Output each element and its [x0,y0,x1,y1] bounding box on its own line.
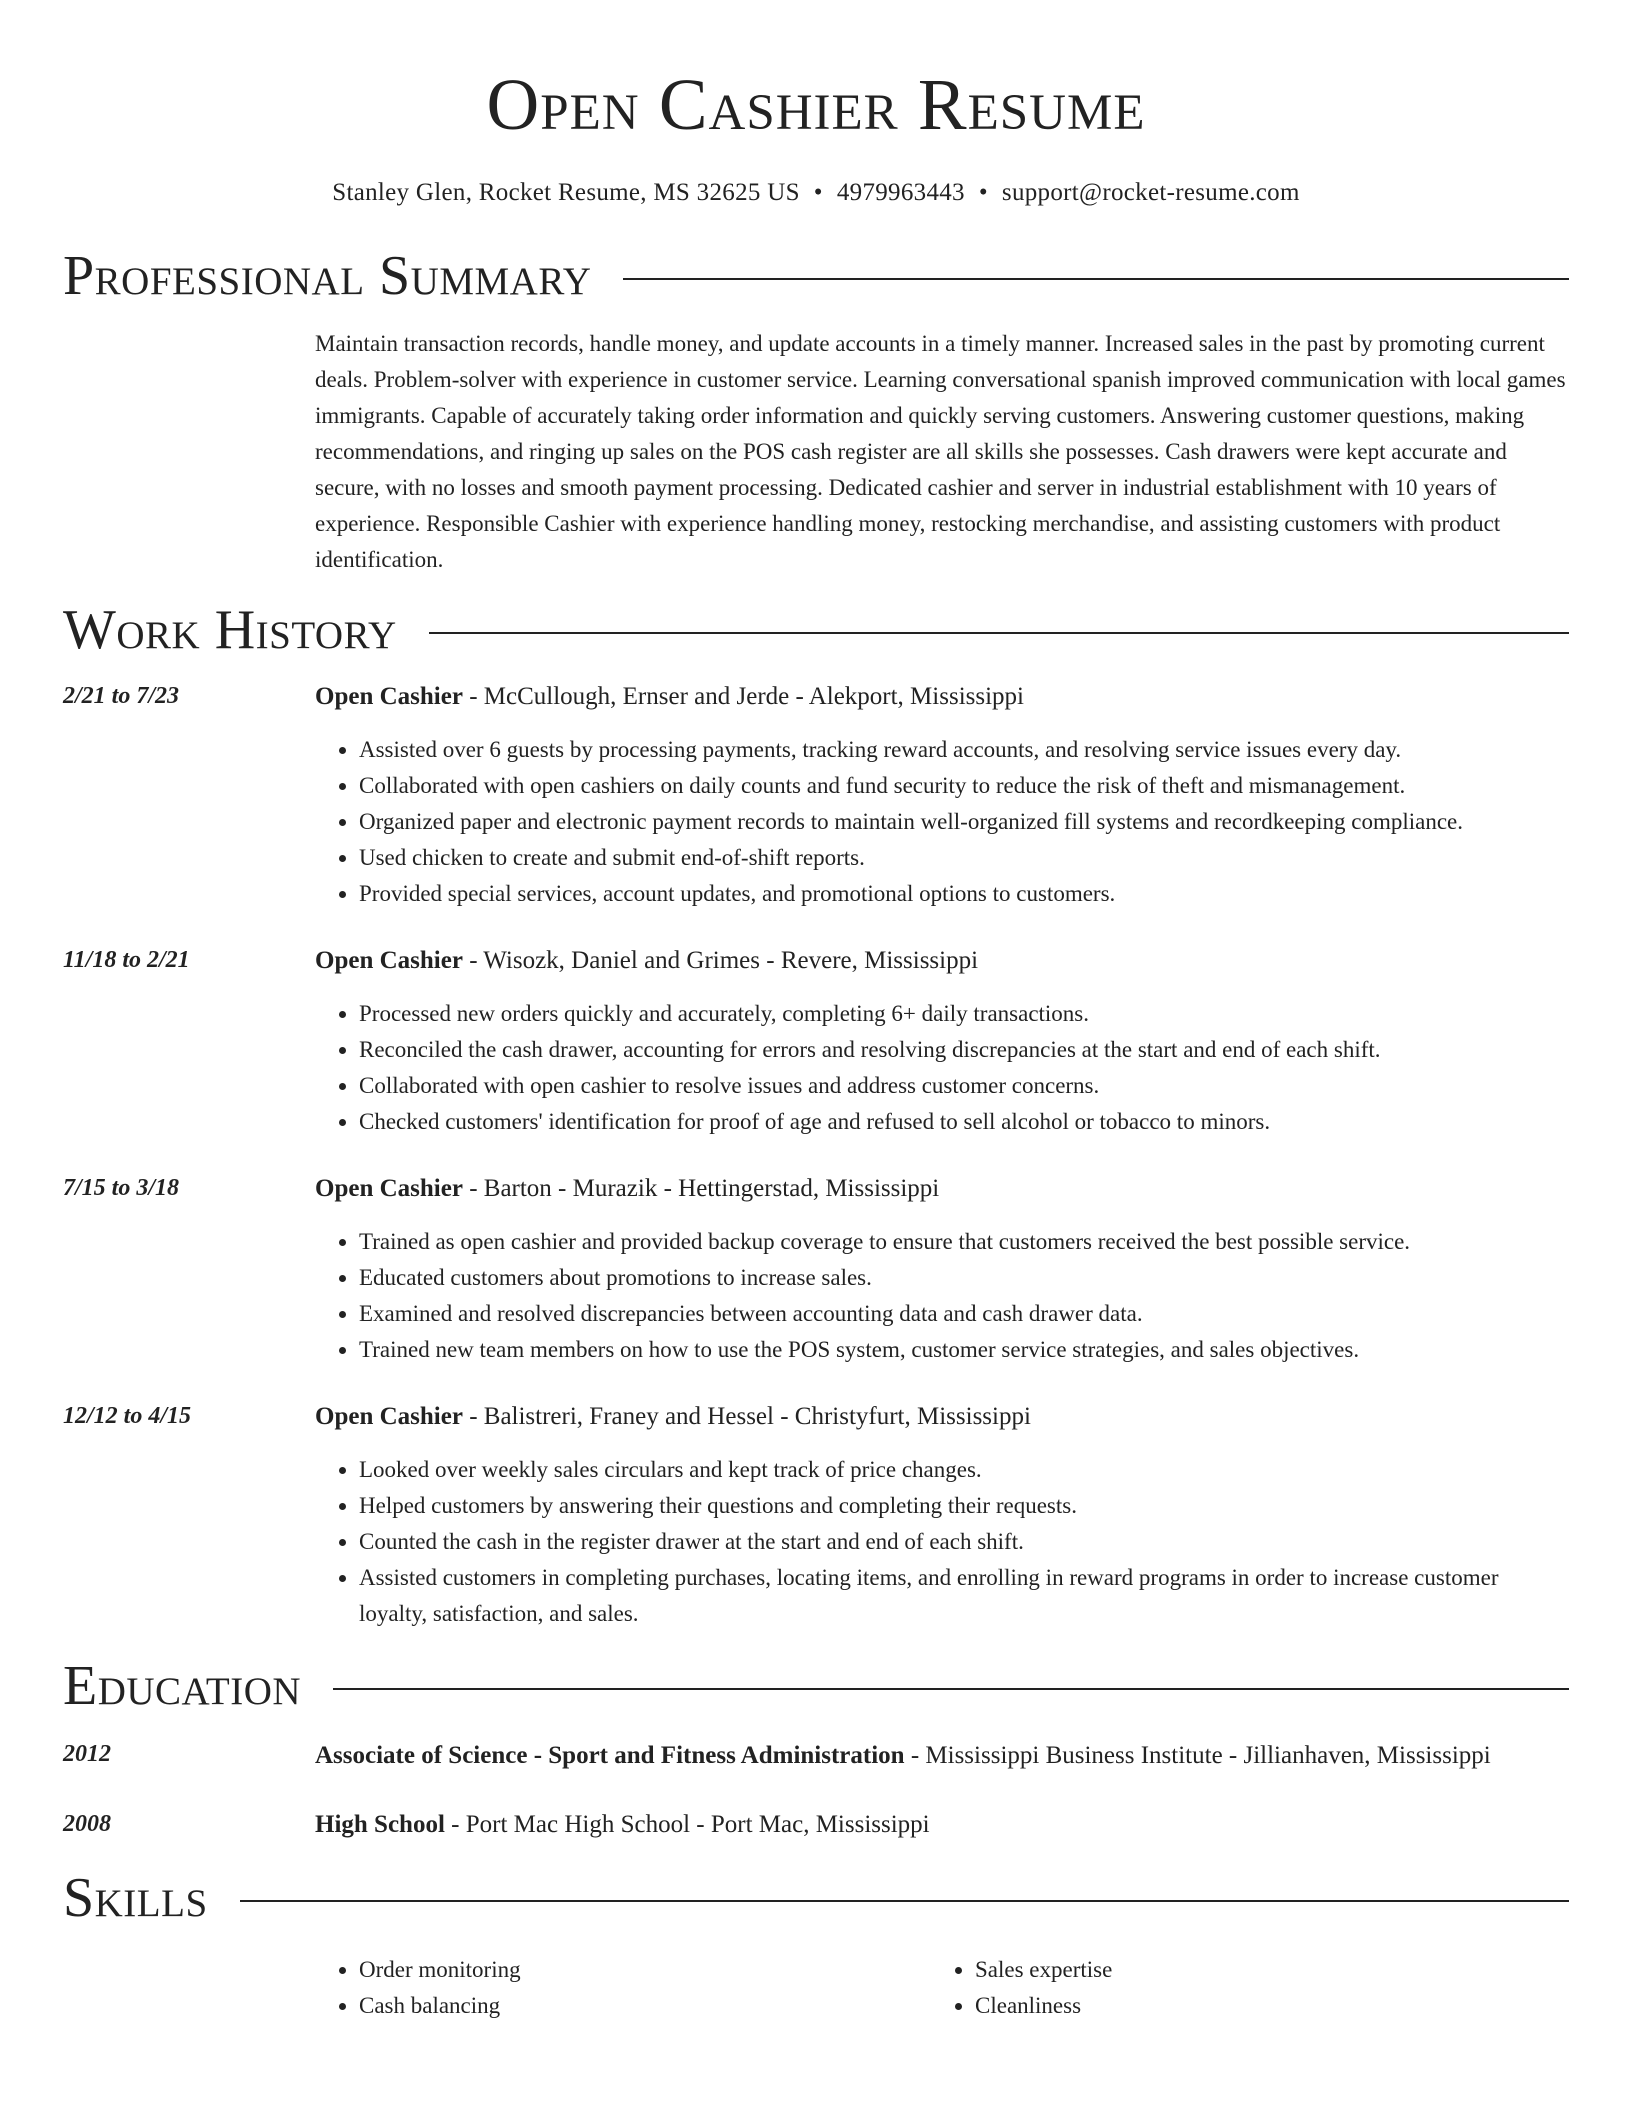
job-bullet: • Assisted over 6 guests by processing payments, tracking reward accounts, and resolving service issues every day. [359,732,1569,768]
job-bullets [315,1224,1569,1368]
job-title: Open Cashier [315,683,463,710]
job-bullet: • Examined and resolved discrepancies between accounting data and cash drawer data. [359,1296,1569,1332]
contact-separator: • [978,179,988,206]
job-details: - McCullough, Ernser and Jerde - Alekport, Mississippi [462,683,1024,710]
job-title: Open Cashier [315,1403,463,1430]
education-heading: Education [63,1655,302,1717]
skill-item: • Cleanliness [975,1988,1547,2024]
contact-phone: 4979963443 [836,179,965,206]
job-bullet: • Helped customers by answering their questions and completing their requests. [359,1488,1569,1524]
summary-section-header [63,244,1569,308]
skills-column-right [931,1952,1547,2024]
skill-item: • Sales expertise [975,1952,1547,1988]
work-section-header [63,598,1569,662]
job-details: - Balistreri, Franey and Hessel - Christyfurt, Mississippi [462,1403,1031,1430]
job-dates: 7/15 to 3/18 [63,1175,180,1201]
section-divider [333,1688,1569,1690]
education-section-header [63,1654,1569,1718]
job-details: - Barton - Murazik - Hettingerstad, Mississippi [462,1175,940,1202]
job-title: Open Cashier [315,947,463,974]
job-body [315,1398,1569,1632]
job-header [315,678,1569,716]
job-bullet: • Assisted customers in completing purchases, locating items, and enrolling in reward programs in order to increase customer loyalty, satisfaction, and sales. [359,1560,1569,1632]
education-year: 2008 [63,1811,111,1837]
skills-heading: Skills [63,1867,208,1929]
summary-text: Maintain transaction records, handle money, and update accounts in a timely manner. Increased sales in the past by promoting current deals. Problem-solver with experience in customer service. Learning conversational spanish improved communication with local games immigrants. Capable of accurately taking order information and quickly serving customers. Answering customer questions, making recommendations, and ringing up sales on the POS cash register are all skills she possesses. Cash drawers were kept accurate and secure, with no losses and smooth payment processing. Dedicated cashier and server in industrial establishment with 10 years of experience. Responsible Cashier with experience handling money, restocking merchandise, and assisting customers with product identification. [315,331,1566,572]
job-bullet: • Collaborated with open cashier to resolve issues and address customer concerns. [359,1068,1569,1104]
job-bullets [315,1452,1569,1632]
skills-column-left [315,1952,931,2024]
education-degree: High School [315,1811,445,1838]
education-body [315,1806,1569,1844]
job-bullet: • Counted the cash in the register drawer at the start and end of each shift. [359,1524,1569,1560]
job-bullet: • Trained as open cashier and provided backup coverage to ensure that customers received the best possible service. [359,1224,1569,1260]
job-bullet: • Processed new orders quickly and accurately, completing 6+ daily transactions. [359,996,1569,1032]
job-title: Open Cashier [315,1175,463,1202]
contact-address: Stanley Glen, Rocket Resume, MS 32625 US [332,179,800,206]
job-entry [63,1398,1569,1632]
job-bullets [315,996,1569,1140]
education-degree: Associate of Science - Sport and Fitness Administration [315,1742,905,1769]
section-divider [623,278,1569,280]
job-dates: 12/12 to 4/15 [63,1403,192,1429]
job-bullet: • Used chicken to create and submit end-of-shift reports. [359,840,1569,876]
section-divider [240,1900,1569,1902]
contact-email: support@rocket-resume.com [1001,179,1300,206]
skill-item: • Cash balancing [359,1988,931,2024]
job-bullet: • Provided special services, account updates, and promotional options to customers. [359,876,1569,912]
resume-title: Open Cashier Resume [486,64,1146,145]
job-dates: 2/21 to 7/23 [63,683,180,709]
education-header [315,1806,1569,1844]
job-body [315,942,1569,1140]
education-entry [63,1736,1569,1776]
skills-section-header [63,1866,1569,1930]
job-bullet: • Educated customers about promotions to increase sales. [359,1260,1569,1296]
contact-line [63,178,1569,208]
job-bullet: • Reconciled the cash drawer, accounting for errors and resolving discrepancies at the start and end of each shift. [359,1032,1569,1068]
job-details: - Wisozk, Daniel and Grimes - Revere, Mississippi [462,947,979,974]
job-bullet: • Checked customers' identification for proof of age and refused to sell alcohol or tobacco to minors. [359,1104,1569,1140]
job-body [315,1170,1569,1368]
education-details: - Mississippi Business Institute - Jillianhaven, Mississippi [904,1742,1491,1769]
section-divider [429,632,1569,634]
job-header [315,942,1569,980]
job-entry [63,942,1569,1140]
job-header [315,1398,1569,1436]
education-details: - Port Mac High School - Port Mac, Mississippi [444,1811,930,1838]
job-entry [63,1170,1569,1368]
education-year: 2012 [63,1741,111,1767]
job-entry [63,678,1569,912]
contact-separator: • [813,179,823,206]
job-bullet: • Looked over weekly sales circulars and kept track of price changes. [359,1452,1569,1488]
job-bullet: • Collaborated with open cashiers on daily counts and fund security to reduce the risk of theft and mismanagement. [359,768,1569,804]
job-bullet: • Trained new team members on how to use the POS system, customer service strategies, and sales objectives. [359,1332,1569,1368]
job-bullets [315,732,1569,912]
job-header [315,1170,1569,1208]
education-body [315,1736,1569,1776]
job-dates: 11/18 to 2/21 [63,947,190,973]
summary-heading: Professional Summary [63,245,592,307]
work-heading: Work History [63,599,397,661]
education-entry [63,1806,1569,1844]
job-bullet: • Organized paper and electronic payment records to maintain well-organized fill systems and recordkeeping compliance. [359,804,1569,840]
job-body [315,678,1569,912]
education-header [315,1736,1569,1776]
skills-grid [315,1952,1569,2024]
skill-item: • Order monitoring [359,1952,931,1988]
